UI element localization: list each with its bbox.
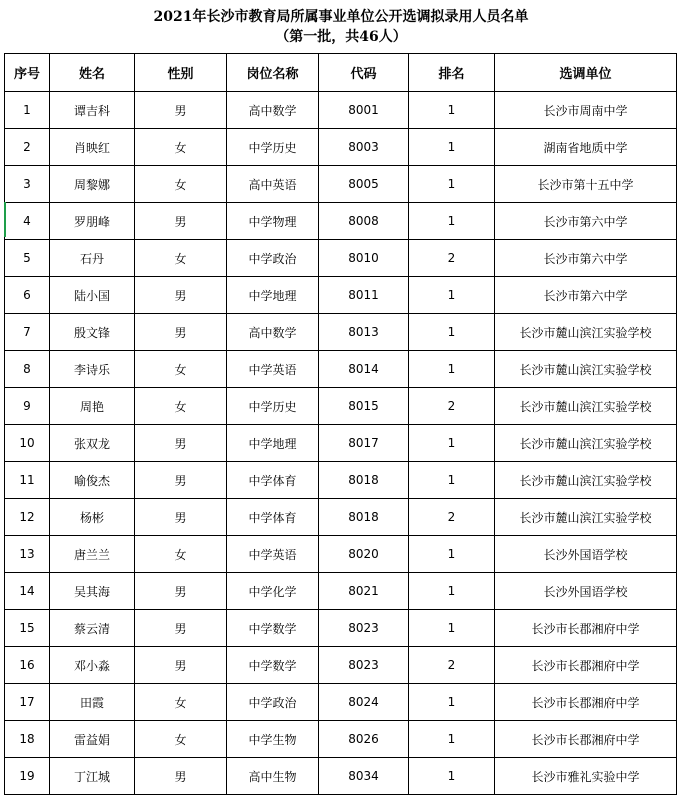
cell-rank[interactable]: 1: [409, 314, 495, 351]
cell-no[interactable]: 7: [5, 314, 50, 351]
cell-no[interactable]: 3: [5, 166, 50, 203]
cell-name[interactable]: 杨彬: [50, 499, 135, 536]
cell-code[interactable]: 8001: [319, 92, 409, 129]
cell-code[interactable]: 8024: [319, 684, 409, 721]
cell-unit[interactable]: 长沙市长郡湘府中学: [495, 647, 677, 684]
cell-rank[interactable]: 1: [409, 351, 495, 388]
cell-gender[interactable]: 男: [135, 277, 227, 314]
cell-position[interactable]: 中学地理: [227, 277, 319, 314]
table-row: [5, 166, 677, 203]
cell-name[interactable]: 谭吉科: [50, 92, 135, 129]
cell-no[interactable]: 18: [5, 721, 50, 758]
cell-gender[interactable]: 女: [135, 351, 227, 388]
cell-no[interactable]: 5: [5, 240, 50, 277]
cell-name[interactable]: 雷益娟: [50, 721, 135, 758]
cell-unit[interactable]: 长沙市长郡湘府中学: [495, 610, 677, 647]
header-cell-name[interactable]: 姓名: [50, 54, 135, 92]
cell-unit[interactable]: 湖南省地质中学: [495, 129, 677, 166]
cell-position[interactable]: 中学历史: [227, 129, 319, 166]
cell-name[interactable]: 丁江城: [50, 758, 135, 795]
header-cell-gender[interactable]: 性别: [135, 54, 227, 92]
cell-position[interactable]: 高中英语: [227, 166, 319, 203]
cell-no[interactable]: 15: [5, 610, 50, 647]
cell-position[interactable]: 中学体育: [227, 499, 319, 536]
table-row: [5, 536, 677, 573]
cell-unit[interactable]: 长沙市雅礼实验中学: [495, 758, 677, 795]
cell-unit[interactable]: 长沙市麓山滨江实验学校: [495, 462, 677, 499]
cell-gender[interactable]: 女: [135, 388, 227, 425]
cell-code[interactable]: 8018: [319, 499, 409, 536]
cell-no[interactable]: 16: [5, 647, 50, 684]
header-cell-unit[interactable]: 选调单位: [495, 54, 677, 92]
header-cell-code[interactable]: 代码: [319, 54, 409, 92]
cell-name[interactable]: 陆小国: [50, 277, 135, 314]
cell-code[interactable]: 8017: [319, 425, 409, 462]
cell-unit[interactable]: 长沙市麓山滨江实验学校: [495, 499, 677, 536]
cell-name[interactable]: 田霞: [50, 684, 135, 721]
cell-no[interactable]: 4: [5, 203, 50, 240]
cell-gender[interactable]: 女: [135, 240, 227, 277]
cell-position[interactable]: 高中生物: [227, 758, 319, 795]
cell-name[interactable]: 周黎娜: [50, 166, 135, 203]
cell-position[interactable]: 中学数学: [227, 610, 319, 647]
cell-rank[interactable]: 1: [409, 462, 495, 499]
cell-unit[interactable]: 长沙市麓山滨江实验学校: [495, 388, 677, 425]
sheet-title[interactable]: [4, 2, 678, 55]
cell-gender[interactable]: 男: [135, 425, 227, 462]
cell-position[interactable]: 中学政治: [227, 684, 319, 721]
header-cell-no[interactable]: 序号: [5, 54, 50, 92]
cell-no[interactable]: 17: [5, 684, 50, 721]
cell-rank[interactable]: 1: [409, 92, 495, 129]
cell-position[interactable]: 中学历史: [227, 388, 319, 425]
table-row: [5, 277, 677, 314]
cell-name[interactable]: 殷文锋: [50, 314, 135, 351]
cell-no[interactable]: 10: [5, 425, 50, 462]
cell-code[interactable]: 8005: [319, 166, 409, 203]
cell-code[interactable]: 8018: [319, 462, 409, 499]
cell-unit[interactable]: 长沙市麓山滨江实验学校: [495, 314, 677, 351]
cell-code[interactable]: 8021: [319, 573, 409, 610]
cell-rank[interactable]: 1: [409, 166, 495, 203]
cell-rank[interactable]: 2: [409, 647, 495, 684]
table-row: [5, 610, 677, 647]
cell-code[interactable]: 8011: [319, 277, 409, 314]
cell-no[interactable]: 11: [5, 462, 50, 499]
cell-no[interactable]: 14: [5, 573, 50, 610]
cell-gender[interactable]: 男: [135, 203, 227, 240]
cell-position[interactable]: 中学化学: [227, 573, 319, 610]
cell-code[interactable]: 8013: [319, 314, 409, 351]
cell-name[interactable]: 喻俊杰: [50, 462, 135, 499]
cell-rank[interactable]: 1: [409, 758, 495, 795]
cell-rank[interactable]: 2: [409, 499, 495, 536]
cell-position[interactable]: 高中数学: [227, 92, 319, 129]
cell-gender[interactable]: 女: [135, 536, 227, 573]
cell-no[interactable]: 12: [5, 499, 50, 536]
roster-table: [4, 53, 677, 795]
cell-no[interactable]: 9: [5, 388, 50, 425]
cell-unit[interactable]: 长沙市长郡湘府中学: [495, 721, 677, 758]
table-row: [5, 721, 677, 758]
title-line-2: （第一批，共46人）: [275, 29, 407, 45]
cell-code[interactable]: 8020: [319, 536, 409, 573]
table-row: [5, 499, 677, 536]
cell-rank[interactable]: 1: [409, 684, 495, 721]
header-row: [5, 54, 677, 92]
cell-gender[interactable]: 男: [135, 647, 227, 684]
table-body: [5, 92, 677, 795]
table-row: [5, 203, 677, 240]
cell-code[interactable]: 8023: [319, 647, 409, 684]
cell-name[interactable]: 张双龙: [50, 425, 135, 462]
cell-position[interactable]: 中学体育: [227, 462, 319, 499]
cell-name[interactable]: 罗朋峰: [50, 203, 135, 240]
cell-code[interactable]: 8010: [319, 240, 409, 277]
cell-no[interactable]: 2: [5, 129, 50, 166]
cell-name[interactable]: 邓小淼: [50, 647, 135, 684]
header-cell-position[interactable]: 岗位名称: [227, 54, 319, 92]
cell-no[interactable]: 19: [5, 758, 50, 795]
cell-code[interactable]: 8003: [319, 129, 409, 166]
cell-name[interactable]: 肖映红: [50, 129, 135, 166]
table-row: [5, 758, 677, 795]
cell-unit[interactable]: 长沙市第六中学: [495, 277, 677, 314]
cell-gender[interactable]: 女: [135, 129, 227, 166]
cell-name[interactable]: 吴其海: [50, 573, 135, 610]
cell-gender[interactable]: 男: [135, 462, 227, 499]
table-row: [5, 684, 677, 721]
cell-unit[interactable]: 长沙外国语学校: [495, 573, 677, 610]
table-row: [5, 647, 677, 684]
cell-rank[interactable]: 1: [409, 277, 495, 314]
cell-rank[interactable]: 2: [409, 388, 495, 425]
table-row: [5, 425, 677, 462]
cell-gender[interactable]: 女: [135, 166, 227, 203]
cell-rank[interactable]: 1: [409, 536, 495, 573]
cell-unit[interactable]: 长沙外国语学校: [495, 536, 677, 573]
cell-rank[interactable]: 1: [409, 425, 495, 462]
cell-no[interactable]: 6: [5, 277, 50, 314]
cell-code[interactable]: 8023: [319, 610, 409, 647]
cell-unit[interactable]: 长沙市周南中学: [495, 92, 677, 129]
cell-gender[interactable]: 男: [135, 610, 227, 647]
cell-position[interactable]: 中学政治: [227, 240, 319, 277]
cell-name[interactable]: 蔡云清: [50, 610, 135, 647]
cell-no[interactable]: 8: [5, 351, 50, 388]
cell-code[interactable]: 8034: [319, 758, 409, 795]
cell-name[interactable]: 周艳: [50, 388, 135, 425]
title-line-1: 2021年长沙市教育局所属事业单位公开选调拟录用人员名单: [153, 9, 529, 25]
cell-position[interactable]: 中学地理: [227, 425, 319, 462]
cell-rank[interactable]: 1: [409, 573, 495, 610]
cell-position[interactable]: 中学物理: [227, 203, 319, 240]
cell-position[interactable]: 中学生物: [227, 721, 319, 758]
cell-gender[interactable]: 男: [135, 499, 227, 536]
cell-unit[interactable]: 长沙市第十五中学: [495, 166, 677, 203]
table-row: [5, 573, 677, 610]
cell-position[interactable]: 中学英语: [227, 536, 319, 573]
cell-gender[interactable]: 男: [135, 573, 227, 610]
cell-gender[interactable]: 女: [135, 684, 227, 721]
cell-rank[interactable]: 1: [409, 129, 495, 166]
cell-rank[interactable]: 1: [409, 610, 495, 647]
table-row: [5, 388, 677, 425]
table-row: [5, 129, 677, 166]
table-row: [5, 351, 677, 388]
cell-unit[interactable]: 长沙市第六中学: [495, 203, 677, 240]
cell-unit[interactable]: 长沙市第六中学: [495, 240, 677, 277]
cell-code[interactable]: 8026: [319, 721, 409, 758]
cell-gender[interactable]: 女: [135, 721, 227, 758]
row-selection-marker: [4, 202, 6, 237]
cell-no[interactable]: 1: [5, 92, 50, 129]
table-row: [5, 240, 677, 277]
cell-position[interactable]: 中学数学: [227, 647, 319, 684]
cell-unit[interactable]: 长沙市麓山滨江实验学校: [495, 425, 677, 462]
table-row: [5, 92, 677, 129]
table-row: [5, 462, 677, 499]
table-row: [5, 314, 677, 351]
cell-position[interactable]: 中学英语: [227, 351, 319, 388]
cell-name[interactable]: 李诗乐: [50, 351, 135, 388]
cell-gender[interactable]: 男: [135, 92, 227, 129]
cell-gender[interactable]: 男: [135, 758, 227, 795]
cell-code[interactable]: 8015: [319, 388, 409, 425]
cell-name[interactable]: 唐兰兰: [50, 536, 135, 573]
header-cell-rank[interactable]: 排名: [409, 54, 495, 92]
cell-code[interactable]: 8014: [319, 351, 409, 388]
cell-name[interactable]: 石丹: [50, 240, 135, 277]
cell-no[interactable]: 13: [5, 536, 50, 573]
cell-rank[interactable]: 2: [409, 240, 495, 277]
cell-rank[interactable]: 1: [409, 721, 495, 758]
cell-unit[interactable]: 长沙市长郡湘府中学: [495, 684, 677, 721]
cell-rank[interactable]: 1: [409, 203, 495, 240]
cell-unit[interactable]: 长沙市麓山滨江实验学校: [495, 351, 677, 388]
cell-position[interactable]: 高中数学: [227, 314, 319, 351]
cell-gender[interactable]: 男: [135, 314, 227, 351]
cell-code[interactable]: 8008: [319, 203, 409, 240]
